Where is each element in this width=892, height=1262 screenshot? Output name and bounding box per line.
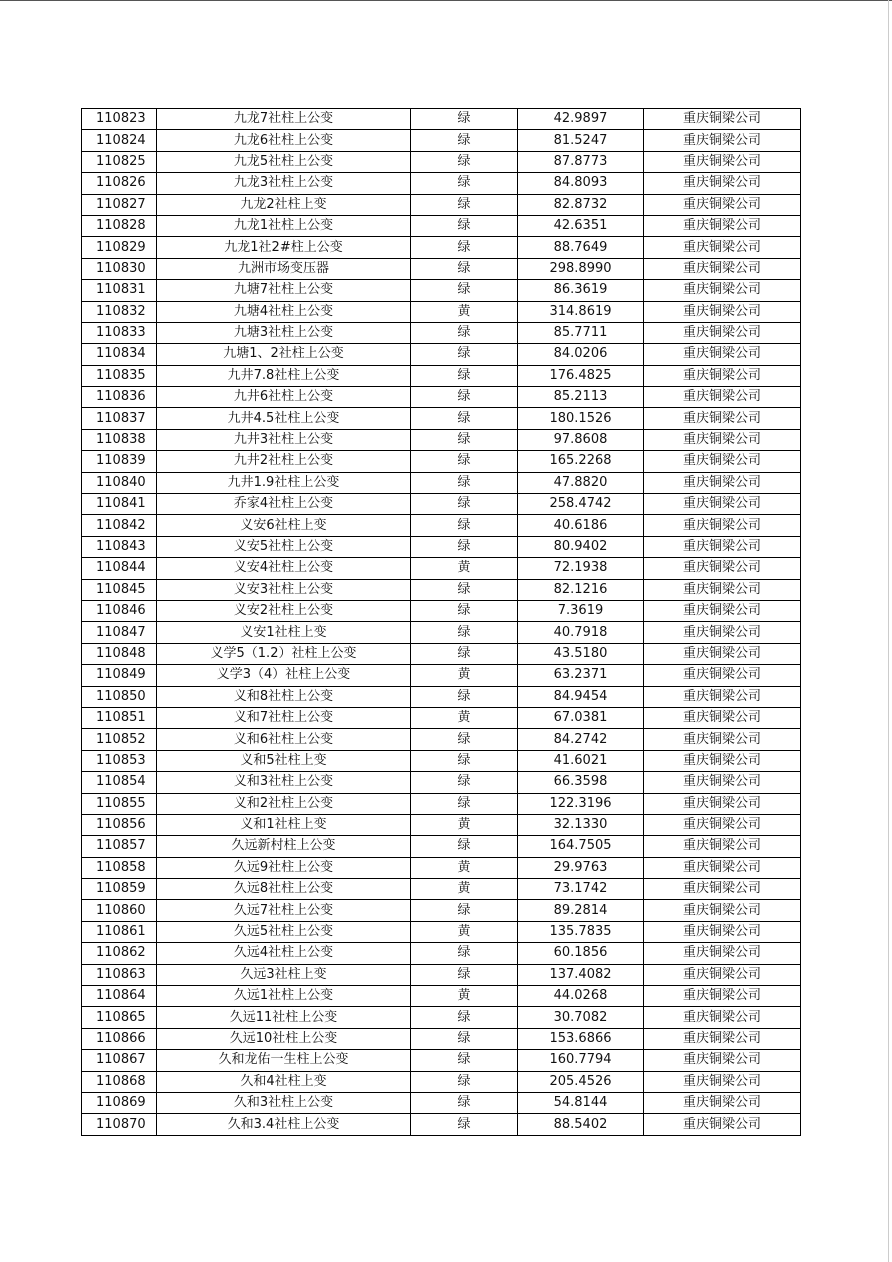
transformer-name-cell: 义和5社柱上变 bbox=[157, 750, 411, 771]
transformer-name-cell: 久和4社柱上变 bbox=[157, 1071, 411, 1092]
transformer-name-cell: 义和8社柱上公变 bbox=[157, 686, 411, 707]
row-id-cell: 110861 bbox=[82, 921, 157, 942]
status-color-cell: 绿 bbox=[411, 643, 518, 664]
company-cell: 重庆铜梁公司 bbox=[644, 1071, 801, 1092]
transformer-name-cell: 久远5社柱上公变 bbox=[157, 921, 411, 942]
table-row bbox=[82, 814, 801, 835]
status-color-cell: 绿 bbox=[411, 1114, 518, 1135]
row-id-cell: 110856 bbox=[82, 814, 157, 835]
value-cell: 30.7082 bbox=[518, 1007, 644, 1028]
table-row bbox=[82, 707, 801, 728]
value-cell: 176.4825 bbox=[518, 365, 644, 386]
value-cell: 153.6866 bbox=[518, 1028, 644, 1049]
value-cell: 82.1216 bbox=[518, 579, 644, 600]
company-cell: 重庆铜梁公司 bbox=[644, 130, 801, 151]
value-cell: 84.0206 bbox=[518, 344, 644, 365]
status-color-cell: 绿 bbox=[411, 151, 518, 172]
table-row bbox=[82, 643, 801, 664]
value-cell: 40.7918 bbox=[518, 622, 644, 643]
row-id-cell: 110834 bbox=[82, 344, 157, 365]
status-color-cell: 绿 bbox=[411, 750, 518, 771]
transformer-name-cell: 九龙6社柱上公变 bbox=[157, 130, 411, 151]
company-cell: 重庆铜梁公司 bbox=[644, 900, 801, 921]
company-cell: 重庆铜梁公司 bbox=[644, 109, 801, 130]
transformer-name-cell: 久远7社柱上公变 bbox=[157, 900, 411, 921]
table-row bbox=[82, 900, 801, 921]
table-row bbox=[82, 322, 801, 343]
table-row bbox=[82, 686, 801, 707]
row-id-cell: 110843 bbox=[82, 536, 157, 557]
transformer-name-cell: 义和6社柱上公变 bbox=[157, 729, 411, 750]
status-color-cell: 黄 bbox=[411, 558, 518, 579]
table-row bbox=[82, 130, 801, 151]
table-row bbox=[82, 194, 801, 215]
value-cell: 66.3598 bbox=[518, 772, 644, 793]
transformer-name-cell: 义和7社柱上公变 bbox=[157, 707, 411, 728]
row-id-cell: 110866 bbox=[82, 1028, 157, 1049]
status-color-cell: 绿 bbox=[411, 579, 518, 600]
value-cell: 89.2814 bbox=[518, 900, 644, 921]
table-row bbox=[82, 964, 801, 985]
row-id-cell: 110847 bbox=[82, 622, 157, 643]
company-cell: 重庆铜梁公司 bbox=[644, 280, 801, 301]
company-cell: 重庆铜梁公司 bbox=[644, 729, 801, 750]
transformer-name-cell: 久远3社柱上变 bbox=[157, 964, 411, 985]
table-row bbox=[82, 729, 801, 750]
table-row bbox=[82, 665, 801, 686]
status-color-cell: 绿 bbox=[411, 365, 518, 386]
value-cell: 180.1526 bbox=[518, 408, 644, 429]
transformer-name-cell: 九塘4社柱上公变 bbox=[157, 301, 411, 322]
status-color-cell: 绿 bbox=[411, 836, 518, 857]
transformer-name-cell: 义和3社柱上公变 bbox=[157, 772, 411, 793]
status-color-cell: 黄 bbox=[411, 857, 518, 878]
value-cell: 122.3196 bbox=[518, 793, 644, 814]
transformer-name-cell: 九井7.8社柱上公变 bbox=[157, 365, 411, 386]
table-row bbox=[82, 1114, 801, 1135]
row-id-cell: 110830 bbox=[82, 258, 157, 279]
table-row bbox=[82, 943, 801, 964]
row-id-cell: 110837 bbox=[82, 408, 157, 429]
status-color-cell: 黄 bbox=[411, 879, 518, 900]
transformer-name-cell: 义安3社柱上公变 bbox=[157, 579, 411, 600]
table-row bbox=[82, 558, 801, 579]
company-cell: 重庆铜梁公司 bbox=[644, 344, 801, 365]
table-row bbox=[82, 494, 801, 515]
status-color-cell: 绿 bbox=[411, 943, 518, 964]
transformer-name-cell: 九洲市场变压器 bbox=[157, 258, 411, 279]
company-cell: 重庆铜梁公司 bbox=[644, 665, 801, 686]
value-cell: 85.2113 bbox=[518, 387, 644, 408]
transformer-name-cell: 九井4.5社柱上公变 bbox=[157, 408, 411, 429]
table-row bbox=[82, 280, 801, 301]
table-row bbox=[82, 173, 801, 194]
status-color-cell: 绿 bbox=[411, 237, 518, 258]
status-color-cell: 绿 bbox=[411, 451, 518, 472]
row-id-cell: 110862 bbox=[82, 943, 157, 964]
company-cell: 重庆铜梁公司 bbox=[644, 237, 801, 258]
company-cell: 重庆铜梁公司 bbox=[644, 1007, 801, 1028]
status-color-cell: 黄 bbox=[411, 707, 518, 728]
transformer-name-cell: 义安1社柱上变 bbox=[157, 622, 411, 643]
table-row bbox=[82, 772, 801, 793]
status-color-cell: 绿 bbox=[411, 130, 518, 151]
value-cell: 47.8820 bbox=[518, 472, 644, 493]
value-cell: 42.9897 bbox=[518, 109, 644, 130]
transformer-name-cell: 义和2社柱上公变 bbox=[157, 793, 411, 814]
transformer-name-cell: 义安4社柱上公变 bbox=[157, 558, 411, 579]
transformer-name-cell: 久远8社柱上公变 bbox=[157, 879, 411, 900]
row-id-cell: 110865 bbox=[82, 1007, 157, 1028]
company-cell: 重庆铜梁公司 bbox=[644, 1114, 801, 1135]
value-cell: 67.0381 bbox=[518, 707, 644, 728]
company-cell: 重庆铜梁公司 bbox=[644, 707, 801, 728]
status-color-cell: 黄 bbox=[411, 814, 518, 835]
status-color-cell: 绿 bbox=[411, 194, 518, 215]
transformer-name-cell: 久远11社柱上公变 bbox=[157, 1007, 411, 1028]
value-cell: 72.1938 bbox=[518, 558, 644, 579]
value-cell: 86.3619 bbox=[518, 280, 644, 301]
status-color-cell: 绿 bbox=[411, 964, 518, 985]
status-color-cell: 绿 bbox=[411, 494, 518, 515]
value-cell: 314.8619 bbox=[518, 301, 644, 322]
row-id-cell: 110851 bbox=[82, 707, 157, 728]
row-id-cell: 110841 bbox=[82, 494, 157, 515]
row-id-cell: 110828 bbox=[82, 215, 157, 236]
table-row bbox=[82, 387, 801, 408]
company-cell: 重庆铜梁公司 bbox=[644, 151, 801, 172]
transformer-name-cell: 九井2社柱上公变 bbox=[157, 451, 411, 472]
transformer-name-cell: 九龙2社柱上变 bbox=[157, 194, 411, 215]
company-cell: 重庆铜梁公司 bbox=[644, 387, 801, 408]
status-color-cell: 绿 bbox=[411, 1050, 518, 1071]
table-body bbox=[82, 109, 801, 1136]
status-color-cell: 绿 bbox=[411, 536, 518, 557]
value-cell: 29.9763 bbox=[518, 857, 644, 878]
transformer-name-cell: 九龙7社柱上公变 bbox=[157, 109, 411, 130]
value-cell: 85.7711 bbox=[518, 322, 644, 343]
company-cell: 重庆铜梁公司 bbox=[644, 643, 801, 664]
value-cell: 160.7794 bbox=[518, 1050, 644, 1071]
status-color-cell: 绿 bbox=[411, 622, 518, 643]
company-cell: 重庆铜梁公司 bbox=[644, 793, 801, 814]
status-color-cell: 绿 bbox=[411, 109, 518, 130]
value-cell: 43.5180 bbox=[518, 643, 644, 664]
table-row bbox=[82, 237, 801, 258]
transformer-name-cell: 九塘7社柱上公变 bbox=[157, 280, 411, 301]
table-row bbox=[82, 750, 801, 771]
table-row bbox=[82, 857, 801, 878]
value-cell: 165.2268 bbox=[518, 451, 644, 472]
company-cell: 重庆铜梁公司 bbox=[644, 494, 801, 515]
company-cell: 重庆铜梁公司 bbox=[644, 472, 801, 493]
company-cell: 重庆铜梁公司 bbox=[644, 686, 801, 707]
row-id-cell: 110839 bbox=[82, 451, 157, 472]
status-color-cell: 绿 bbox=[411, 515, 518, 536]
company-cell: 重庆铜梁公司 bbox=[644, 921, 801, 942]
company-cell: 重庆铜梁公司 bbox=[644, 408, 801, 429]
row-id-cell: 110863 bbox=[82, 964, 157, 985]
row-id-cell: 110850 bbox=[82, 686, 157, 707]
row-id-cell: 110857 bbox=[82, 836, 157, 857]
transformer-name-cell: 久远1社柱上公变 bbox=[157, 986, 411, 1007]
company-cell: 重庆铜梁公司 bbox=[644, 258, 801, 279]
row-id-cell: 110832 bbox=[82, 301, 157, 322]
company-cell: 重庆铜梁公司 bbox=[644, 515, 801, 536]
page-top-border bbox=[0, 0, 892, 1]
row-id-cell: 110835 bbox=[82, 365, 157, 386]
value-cell: 88.7649 bbox=[518, 237, 644, 258]
value-cell: 205.4526 bbox=[518, 1071, 644, 1092]
value-cell: 135.7835 bbox=[518, 921, 644, 942]
row-id-cell: 110833 bbox=[82, 322, 157, 343]
transformer-name-cell: 九井1.9社柱上公变 bbox=[157, 472, 411, 493]
row-id-cell: 110860 bbox=[82, 900, 157, 921]
table-row bbox=[82, 1092, 801, 1113]
row-id-cell: 110858 bbox=[82, 857, 157, 878]
company-cell: 重庆铜梁公司 bbox=[644, 322, 801, 343]
table-row bbox=[82, 1028, 801, 1049]
value-cell: 81.5247 bbox=[518, 130, 644, 151]
table-row bbox=[82, 344, 801, 365]
status-color-cell: 绿 bbox=[411, 1071, 518, 1092]
table-row bbox=[82, 215, 801, 236]
company-cell: 重庆铜梁公司 bbox=[644, 622, 801, 643]
status-color-cell: 绿 bbox=[411, 1007, 518, 1028]
value-cell: 137.4082 bbox=[518, 964, 644, 985]
company-cell: 重庆铜梁公司 bbox=[644, 215, 801, 236]
row-id-cell: 110836 bbox=[82, 387, 157, 408]
table-row bbox=[82, 600, 801, 621]
value-cell: 298.8990 bbox=[518, 258, 644, 279]
status-color-cell: 绿 bbox=[411, 600, 518, 621]
transformer-name-cell: 九塘1、2社柱上公变 bbox=[157, 344, 411, 365]
row-id-cell: 110842 bbox=[82, 515, 157, 536]
row-id-cell: 110824 bbox=[82, 130, 157, 151]
company-cell: 重庆铜梁公司 bbox=[644, 964, 801, 985]
row-id-cell: 110827 bbox=[82, 194, 157, 215]
status-color-cell: 绿 bbox=[411, 1028, 518, 1049]
row-id-cell: 110844 bbox=[82, 558, 157, 579]
table-row bbox=[82, 836, 801, 857]
status-color-cell: 绿 bbox=[411, 686, 518, 707]
row-id-cell: 110852 bbox=[82, 729, 157, 750]
company-cell: 重庆铜梁公司 bbox=[644, 429, 801, 450]
row-id-cell: 110849 bbox=[82, 665, 157, 686]
table-row bbox=[82, 151, 801, 172]
table-row bbox=[82, 451, 801, 472]
company-cell: 重庆铜梁公司 bbox=[644, 1028, 801, 1049]
value-cell: 258.4742 bbox=[518, 494, 644, 515]
status-color-cell: 绿 bbox=[411, 215, 518, 236]
status-color-cell: 绿 bbox=[411, 793, 518, 814]
row-id-cell: 110831 bbox=[82, 280, 157, 301]
company-cell: 重庆铜梁公司 bbox=[644, 579, 801, 600]
table-row bbox=[82, 301, 801, 322]
status-color-cell: 黄 bbox=[411, 986, 518, 1007]
status-color-cell: 绿 bbox=[411, 322, 518, 343]
value-cell: 63.2371 bbox=[518, 665, 644, 686]
transformer-name-cell: 九井6社柱上公变 bbox=[157, 387, 411, 408]
value-cell: 60.1856 bbox=[518, 943, 644, 964]
row-id-cell: 110870 bbox=[82, 1114, 157, 1135]
status-color-cell: 黄 bbox=[411, 301, 518, 322]
transformer-name-cell: 九龙5社柱上公变 bbox=[157, 151, 411, 172]
table-row bbox=[82, 986, 801, 1007]
row-id-cell: 110829 bbox=[82, 237, 157, 258]
status-color-cell: 绿 bbox=[411, 900, 518, 921]
row-id-cell: 110868 bbox=[82, 1071, 157, 1092]
transformer-name-cell: 义安6社柱上变 bbox=[157, 515, 411, 536]
value-cell: 41.6021 bbox=[518, 750, 644, 771]
row-id-cell: 110855 bbox=[82, 793, 157, 814]
table-row bbox=[82, 109, 801, 130]
row-id-cell: 110859 bbox=[82, 879, 157, 900]
status-color-cell: 绿 bbox=[411, 729, 518, 750]
company-cell: 重庆铜梁公司 bbox=[644, 1092, 801, 1113]
value-cell: 87.8773 bbox=[518, 151, 644, 172]
row-id-cell: 110869 bbox=[82, 1092, 157, 1113]
transformer-name-cell: 久远9社柱上公变 bbox=[157, 857, 411, 878]
value-cell: 80.9402 bbox=[518, 536, 644, 557]
table-row bbox=[82, 793, 801, 814]
transformer-name-cell: 九井3社柱上公变 bbox=[157, 429, 411, 450]
table-row bbox=[82, 408, 801, 429]
value-cell: 44.0268 bbox=[518, 986, 644, 1007]
value-cell: 40.6186 bbox=[518, 515, 644, 536]
company-cell: 重庆铜梁公司 bbox=[644, 814, 801, 835]
status-color-cell: 绿 bbox=[411, 280, 518, 301]
row-id-cell: 110848 bbox=[82, 643, 157, 664]
table-row bbox=[82, 879, 801, 900]
company-cell: 重庆铜梁公司 bbox=[644, 194, 801, 215]
table-row bbox=[82, 1050, 801, 1071]
table-row bbox=[82, 921, 801, 942]
company-cell: 重庆铜梁公司 bbox=[644, 986, 801, 1007]
row-id-cell: 110867 bbox=[82, 1050, 157, 1071]
transformer-name-cell: 义学3（4）社柱上公变 bbox=[157, 665, 411, 686]
value-cell: 164.7505 bbox=[518, 836, 644, 857]
row-id-cell: 110826 bbox=[82, 173, 157, 194]
table-row bbox=[82, 515, 801, 536]
value-cell: 7.3619 bbox=[518, 600, 644, 621]
status-color-cell: 绿 bbox=[411, 408, 518, 429]
company-cell: 重庆铜梁公司 bbox=[644, 772, 801, 793]
table-row bbox=[82, 1071, 801, 1092]
status-color-cell: 绿 bbox=[411, 1092, 518, 1113]
transformer-name-cell: 义和1社柱上变 bbox=[157, 814, 411, 835]
company-cell: 重庆铜梁公司 bbox=[644, 879, 801, 900]
table-row bbox=[82, 622, 801, 643]
company-cell: 重庆铜梁公司 bbox=[644, 750, 801, 771]
company-cell: 重庆铜梁公司 bbox=[644, 451, 801, 472]
row-id-cell: 110864 bbox=[82, 986, 157, 1007]
transformer-name-cell: 义学5（1.2）社柱上公变 bbox=[157, 643, 411, 664]
value-cell: 84.8093 bbox=[518, 173, 644, 194]
value-cell: 88.5402 bbox=[518, 1114, 644, 1135]
table-row bbox=[82, 258, 801, 279]
value-cell: 97.8608 bbox=[518, 429, 644, 450]
table-row bbox=[82, 472, 801, 493]
company-cell: 重庆铜梁公司 bbox=[644, 365, 801, 386]
transformer-name-cell: 久远10社柱上公变 bbox=[157, 1028, 411, 1049]
transformer-name-cell: 乔家4社柱上公变 bbox=[157, 494, 411, 515]
row-id-cell: 110823 bbox=[82, 109, 157, 130]
transformer-table bbox=[81, 108, 801, 1136]
value-cell: 84.2742 bbox=[518, 729, 644, 750]
page-right-border bbox=[888, 0, 889, 1262]
transformer-name-cell: 义安2社柱上公变 bbox=[157, 600, 411, 621]
row-id-cell: 110846 bbox=[82, 600, 157, 621]
transformer-name-cell: 久和3.4社柱上公变 bbox=[157, 1114, 411, 1135]
company-cell: 重庆铜梁公司 bbox=[644, 173, 801, 194]
transformer-name-cell: 九龙3社柱上公变 bbox=[157, 173, 411, 194]
status-color-cell: 绿 bbox=[411, 772, 518, 793]
row-id-cell: 110840 bbox=[82, 472, 157, 493]
transformer-name-cell: 久远新村柱上公变 bbox=[157, 836, 411, 857]
status-color-cell: 绿 bbox=[411, 387, 518, 408]
table-row bbox=[82, 579, 801, 600]
company-cell: 重庆铜梁公司 bbox=[644, 836, 801, 857]
status-color-cell: 绿 bbox=[411, 429, 518, 450]
company-cell: 重庆铜梁公司 bbox=[644, 536, 801, 557]
transformer-name-cell: 久和3社柱上公变 bbox=[157, 1092, 411, 1113]
value-cell: 32.1330 bbox=[518, 814, 644, 835]
row-id-cell: 110825 bbox=[82, 151, 157, 172]
row-id-cell: 110854 bbox=[82, 772, 157, 793]
company-cell: 重庆铜梁公司 bbox=[644, 558, 801, 579]
status-color-cell: 黄 bbox=[411, 665, 518, 686]
transformer-name-cell: 九龙1社柱上公变 bbox=[157, 215, 411, 236]
table-row bbox=[82, 365, 801, 386]
transformer-name-cell: 义安5社柱上公变 bbox=[157, 536, 411, 557]
value-cell: 42.6351 bbox=[518, 215, 644, 236]
company-cell: 重庆铜梁公司 bbox=[644, 301, 801, 322]
status-color-cell: 绿 bbox=[411, 258, 518, 279]
status-color-cell: 绿 bbox=[411, 173, 518, 194]
transformer-name-cell: 久远4社柱上公变 bbox=[157, 943, 411, 964]
value-cell: 54.8144 bbox=[518, 1092, 644, 1113]
table-row bbox=[82, 536, 801, 557]
transformer-name-cell: 九塘3社柱上公变 bbox=[157, 322, 411, 343]
transformer-name-cell: 九龙1社2#柱上公变 bbox=[157, 237, 411, 258]
value-cell: 82.8732 bbox=[518, 194, 644, 215]
table-row bbox=[82, 429, 801, 450]
status-color-cell: 绿 bbox=[411, 472, 518, 493]
value-cell: 84.9454 bbox=[518, 686, 644, 707]
transformer-name-cell: 久和龙佑一生柱上公变 bbox=[157, 1050, 411, 1071]
company-cell: 重庆铜梁公司 bbox=[644, 943, 801, 964]
company-cell: 重庆铜梁公司 bbox=[644, 600, 801, 621]
table-row bbox=[82, 1007, 801, 1028]
row-id-cell: 110853 bbox=[82, 750, 157, 771]
row-id-cell: 110838 bbox=[82, 429, 157, 450]
value-cell: 73.1742 bbox=[518, 879, 644, 900]
status-color-cell: 绿 bbox=[411, 344, 518, 365]
company-cell: 重庆铜梁公司 bbox=[644, 857, 801, 878]
company-cell: 重庆铜梁公司 bbox=[644, 1050, 801, 1071]
row-id-cell: 110845 bbox=[82, 579, 157, 600]
status-color-cell: 黄 bbox=[411, 921, 518, 942]
